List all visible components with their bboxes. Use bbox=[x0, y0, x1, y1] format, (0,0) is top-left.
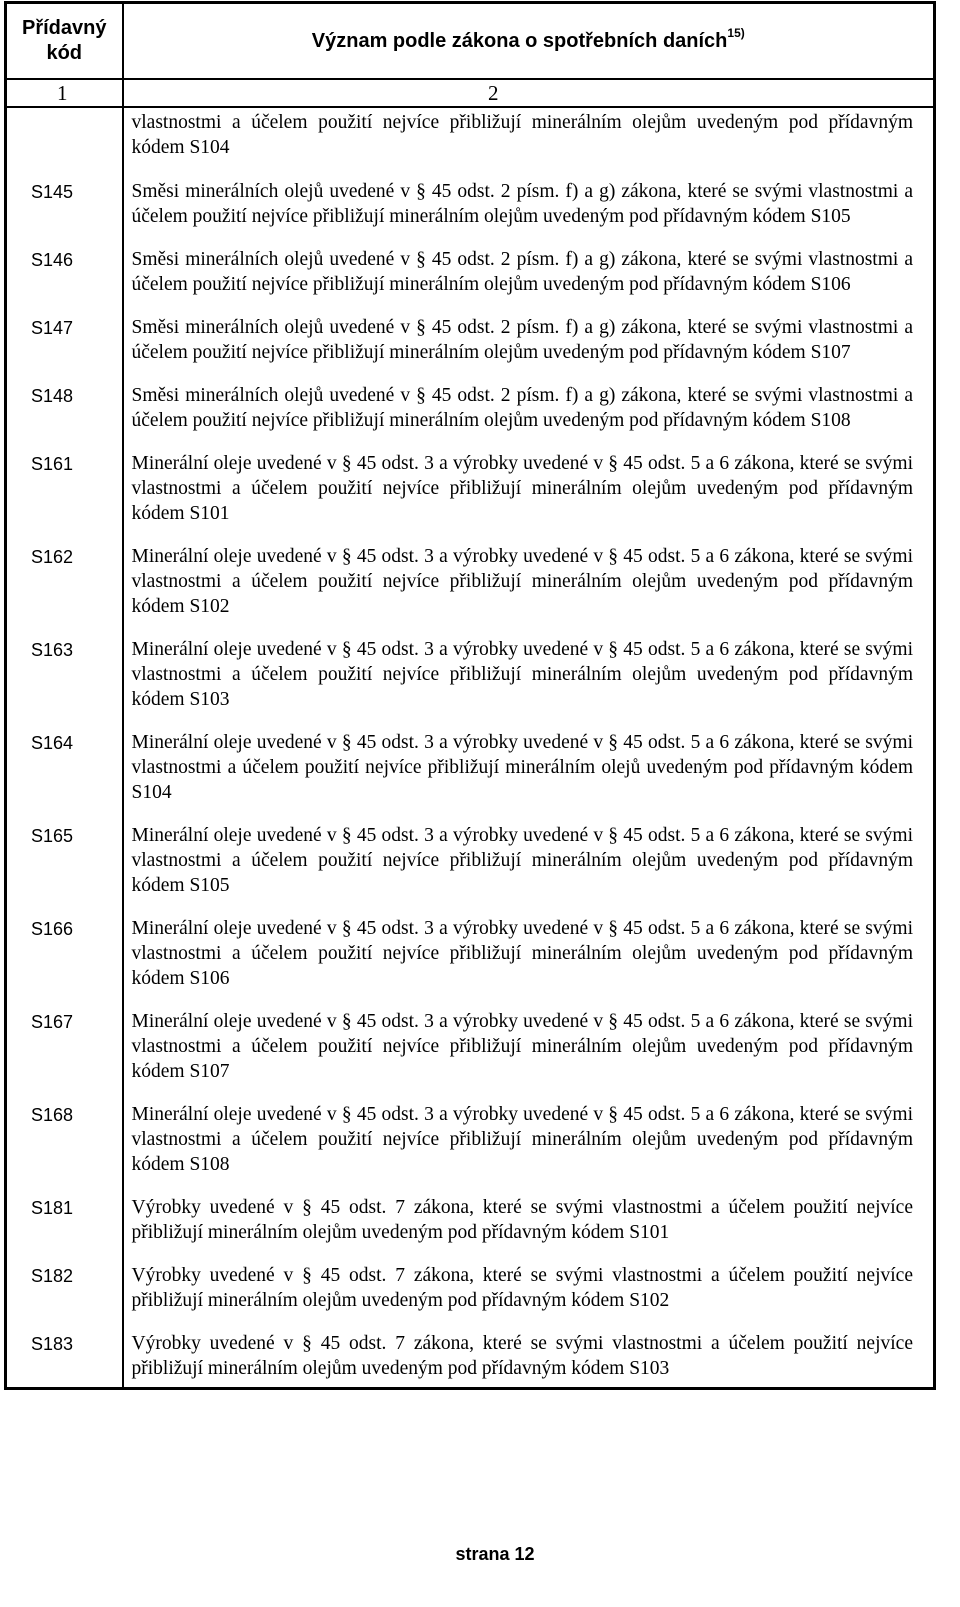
table-row bbox=[6, 820, 935, 913]
row-code-cell: S163 bbox=[6, 634, 123, 727]
column-number-1: 1 bbox=[6, 79, 123, 107]
row-code-cell: S165 bbox=[6, 820, 123, 913]
row-meaning-cell: Minerální oleje uvedené v § 45 odst. 3 a výrobky uvedené v § 45 odst. 5 a 6 zákona, které se svými vlastnostmi a účelem použití nejvíce přibližují minerálním olejům uvedeným pod přídavným kódem S106 bbox=[131, 918, 913, 989]
header-code-column bbox=[6, 3, 123, 80]
table-row bbox=[6, 541, 935, 634]
row-code-cell: S182 bbox=[6, 1260, 123, 1328]
row-meaning-cell: Výrobky uvedené v § 45 odst. 7 zákona, které se svými vlastnostmi a účelem použití nejvíce přibližují minerálním olejům uvedeným pod přídavným kódem S102 bbox=[131, 1265, 913, 1311]
row-code-cell: S166 bbox=[6, 913, 123, 1006]
row-meaning-cell: Směsi minerálních olejů uvedené v § 45 odst. 2 písm. f) a g) zákona, které se svými vlastnostmi a účelem použití nejvíce přibližují minerálním olejům uvedeným pod přídavným kódem S105 bbox=[131, 181, 913, 227]
table-row bbox=[6, 634, 935, 727]
row-meaning-cell: Minerální oleje uvedené v § 45 odst. 3 a výrobky uvedené v § 45 odst. 5 a 6 zákona, které se svými vlastnostmi a účelem použití nejvíce přibližují minerálním olejům uvedeným pod přídavným kódem S102 bbox=[131, 546, 913, 617]
row-meaning-cell: Směsi minerálních olejů uvedené v § 45 odst. 2 písm. f) a g) zákona, které se svými vlastnostmi a účelem použití nejvíce přibližují minerálním olejům uvedeným pod přídavným kódem S107 bbox=[131, 317, 913, 363]
column-number-row bbox=[6, 79, 935, 107]
footnote-reference: 15) bbox=[727, 25, 745, 40]
table-row bbox=[6, 1099, 935, 1192]
row-code-cell: S161 bbox=[6, 448, 123, 541]
row-meaning-cell: Minerální oleje uvedené v § 45 odst. 3 a výrobky uvedené v § 45 odst. 5 a 6 zákona, které se svými vlastnostmi a účelem použití nejvíce přibližují minerálním olejům uvedeným pod přídavným kódem S103 bbox=[131, 639, 913, 710]
row-meaning-cell: Směsi minerálních olejů uvedené v § 45 odst. 2 písm. f) a g) zákona, které se svými vlastnostmi a účelem použití nejvíce přibližují minerálním olejům uvedeným pod přídavným kódem S106 bbox=[131, 249, 913, 295]
row-meaning-cell: Minerální oleje uvedené v § 45 odst. 3 a výrobky uvedené v § 45 odst. 5 a 6 zákona, které se svými vlastnostmi a účelem použití nejvíce přibližují minerálním olejům uvedeným pod přídavným kódem S107 bbox=[131, 1011, 913, 1082]
column-number-2: 2 bbox=[123, 79, 935, 107]
table-row bbox=[6, 448, 935, 541]
table-row bbox=[6, 727, 935, 820]
table-row bbox=[6, 1006, 935, 1099]
row-meaning-cell: vlastnostmi a účelem použití nejvíce přibližují minerálním olejům uvedeným pod přídavným kódem S104 bbox=[131, 112, 913, 158]
row-code-cell: S168 bbox=[6, 1099, 123, 1192]
row-code-cell bbox=[6, 107, 123, 176]
page-number: strana 12 bbox=[455, 1544, 535, 1564]
table-row bbox=[6, 107, 935, 176]
row-meaning-cell: Směsi minerálních olejů uvedené v § 45 odst. 2 písm. f) a g) zákona, které se svými vlastnostmi a účelem použití nejvíce přibližují minerálním olejům uvedeným pod přídavným kódem S108 bbox=[131, 385, 913, 431]
row-code-cell: S145 bbox=[6, 176, 123, 244]
row-code-cell: S181 bbox=[6, 1192, 123, 1260]
table-body bbox=[6, 107, 935, 1389]
table-header-row bbox=[6, 3, 935, 80]
row-code-cell: S183 bbox=[6, 1328, 123, 1389]
table-row bbox=[6, 244, 935, 312]
row-meaning-cell: Minerální oleje uvedené v § 45 odst. 3 a výrobky uvedené v § 45 odst. 5 a 6 zákona, které se svými vlastnostmi a účelem použití nejvíce přibližují minerálním olejům uvedeným pod přídavným kódem S108 bbox=[131, 1104, 913, 1175]
row-meaning-cell: Výrobky uvedené v § 45 odst. 7 zákona, které se svými vlastnostmi a účelem použití nejvíce přibližují minerálním olejům uvedeným pod přídavným kódem S103 bbox=[131, 1333, 913, 1379]
row-meaning-cell: Minerální oleje uvedené v § 45 odst. 3 a výrobky uvedené v § 45 odst. 5 a 6 zákona, které se svými vlastnostmi a účelem použití nejvíce přibližují minerálním olejům uvedeným pod přídavným kódem S101 bbox=[131, 453, 913, 524]
row-code-cell: S167 bbox=[6, 1006, 123, 1099]
row-code-cell: S148 bbox=[6, 380, 123, 448]
table-row bbox=[6, 1328, 935, 1389]
header-code-label: Přídavný kód bbox=[22, 17, 107, 64]
table-row bbox=[6, 913, 935, 1006]
row-code-cell: S147 bbox=[6, 312, 123, 380]
table-row bbox=[6, 380, 935, 448]
row-code-cell: S162 bbox=[6, 541, 123, 634]
row-code-cell: S146 bbox=[6, 244, 123, 312]
table-row bbox=[6, 176, 935, 244]
table-row bbox=[6, 1260, 935, 1328]
header-meaning-column bbox=[123, 3, 935, 80]
table-row bbox=[6, 312, 935, 380]
row-code-cell: S164 bbox=[6, 727, 123, 820]
code-meaning-table bbox=[4, 1, 936, 1390]
row-meaning-cell: Minerální oleje uvedené v § 45 odst. 3 a výrobky uvedené v § 45 odst. 5 a 6 zákona, které se svými vlastnostmi a účelem použití nejvíce přibližují minerálním olejů uvedeným pod přídavným kódem S104 bbox=[131, 732, 913, 803]
header-meaning-label: Význam podle zákona o spotřebních daních bbox=[311, 29, 728, 52]
row-meaning-cell: Výrobky uvedené v § 45 odst. 7 zákona, které se svými vlastnostmi a účelem použití nejvíce přibližují minerálním olejům uvedeným pod přídavným kódem S101 bbox=[131, 1197, 913, 1243]
table-row bbox=[6, 1192, 935, 1260]
row-meaning-cell: Minerální oleje uvedené v § 45 odst. 3 a výrobky uvedené v § 45 odst. 5 a 6 zákona, které se svými vlastnostmi a účelem použití nejvíce přibližují minerálním olejům uvedeným pod přídavným kódem S105 bbox=[131, 825, 913, 896]
